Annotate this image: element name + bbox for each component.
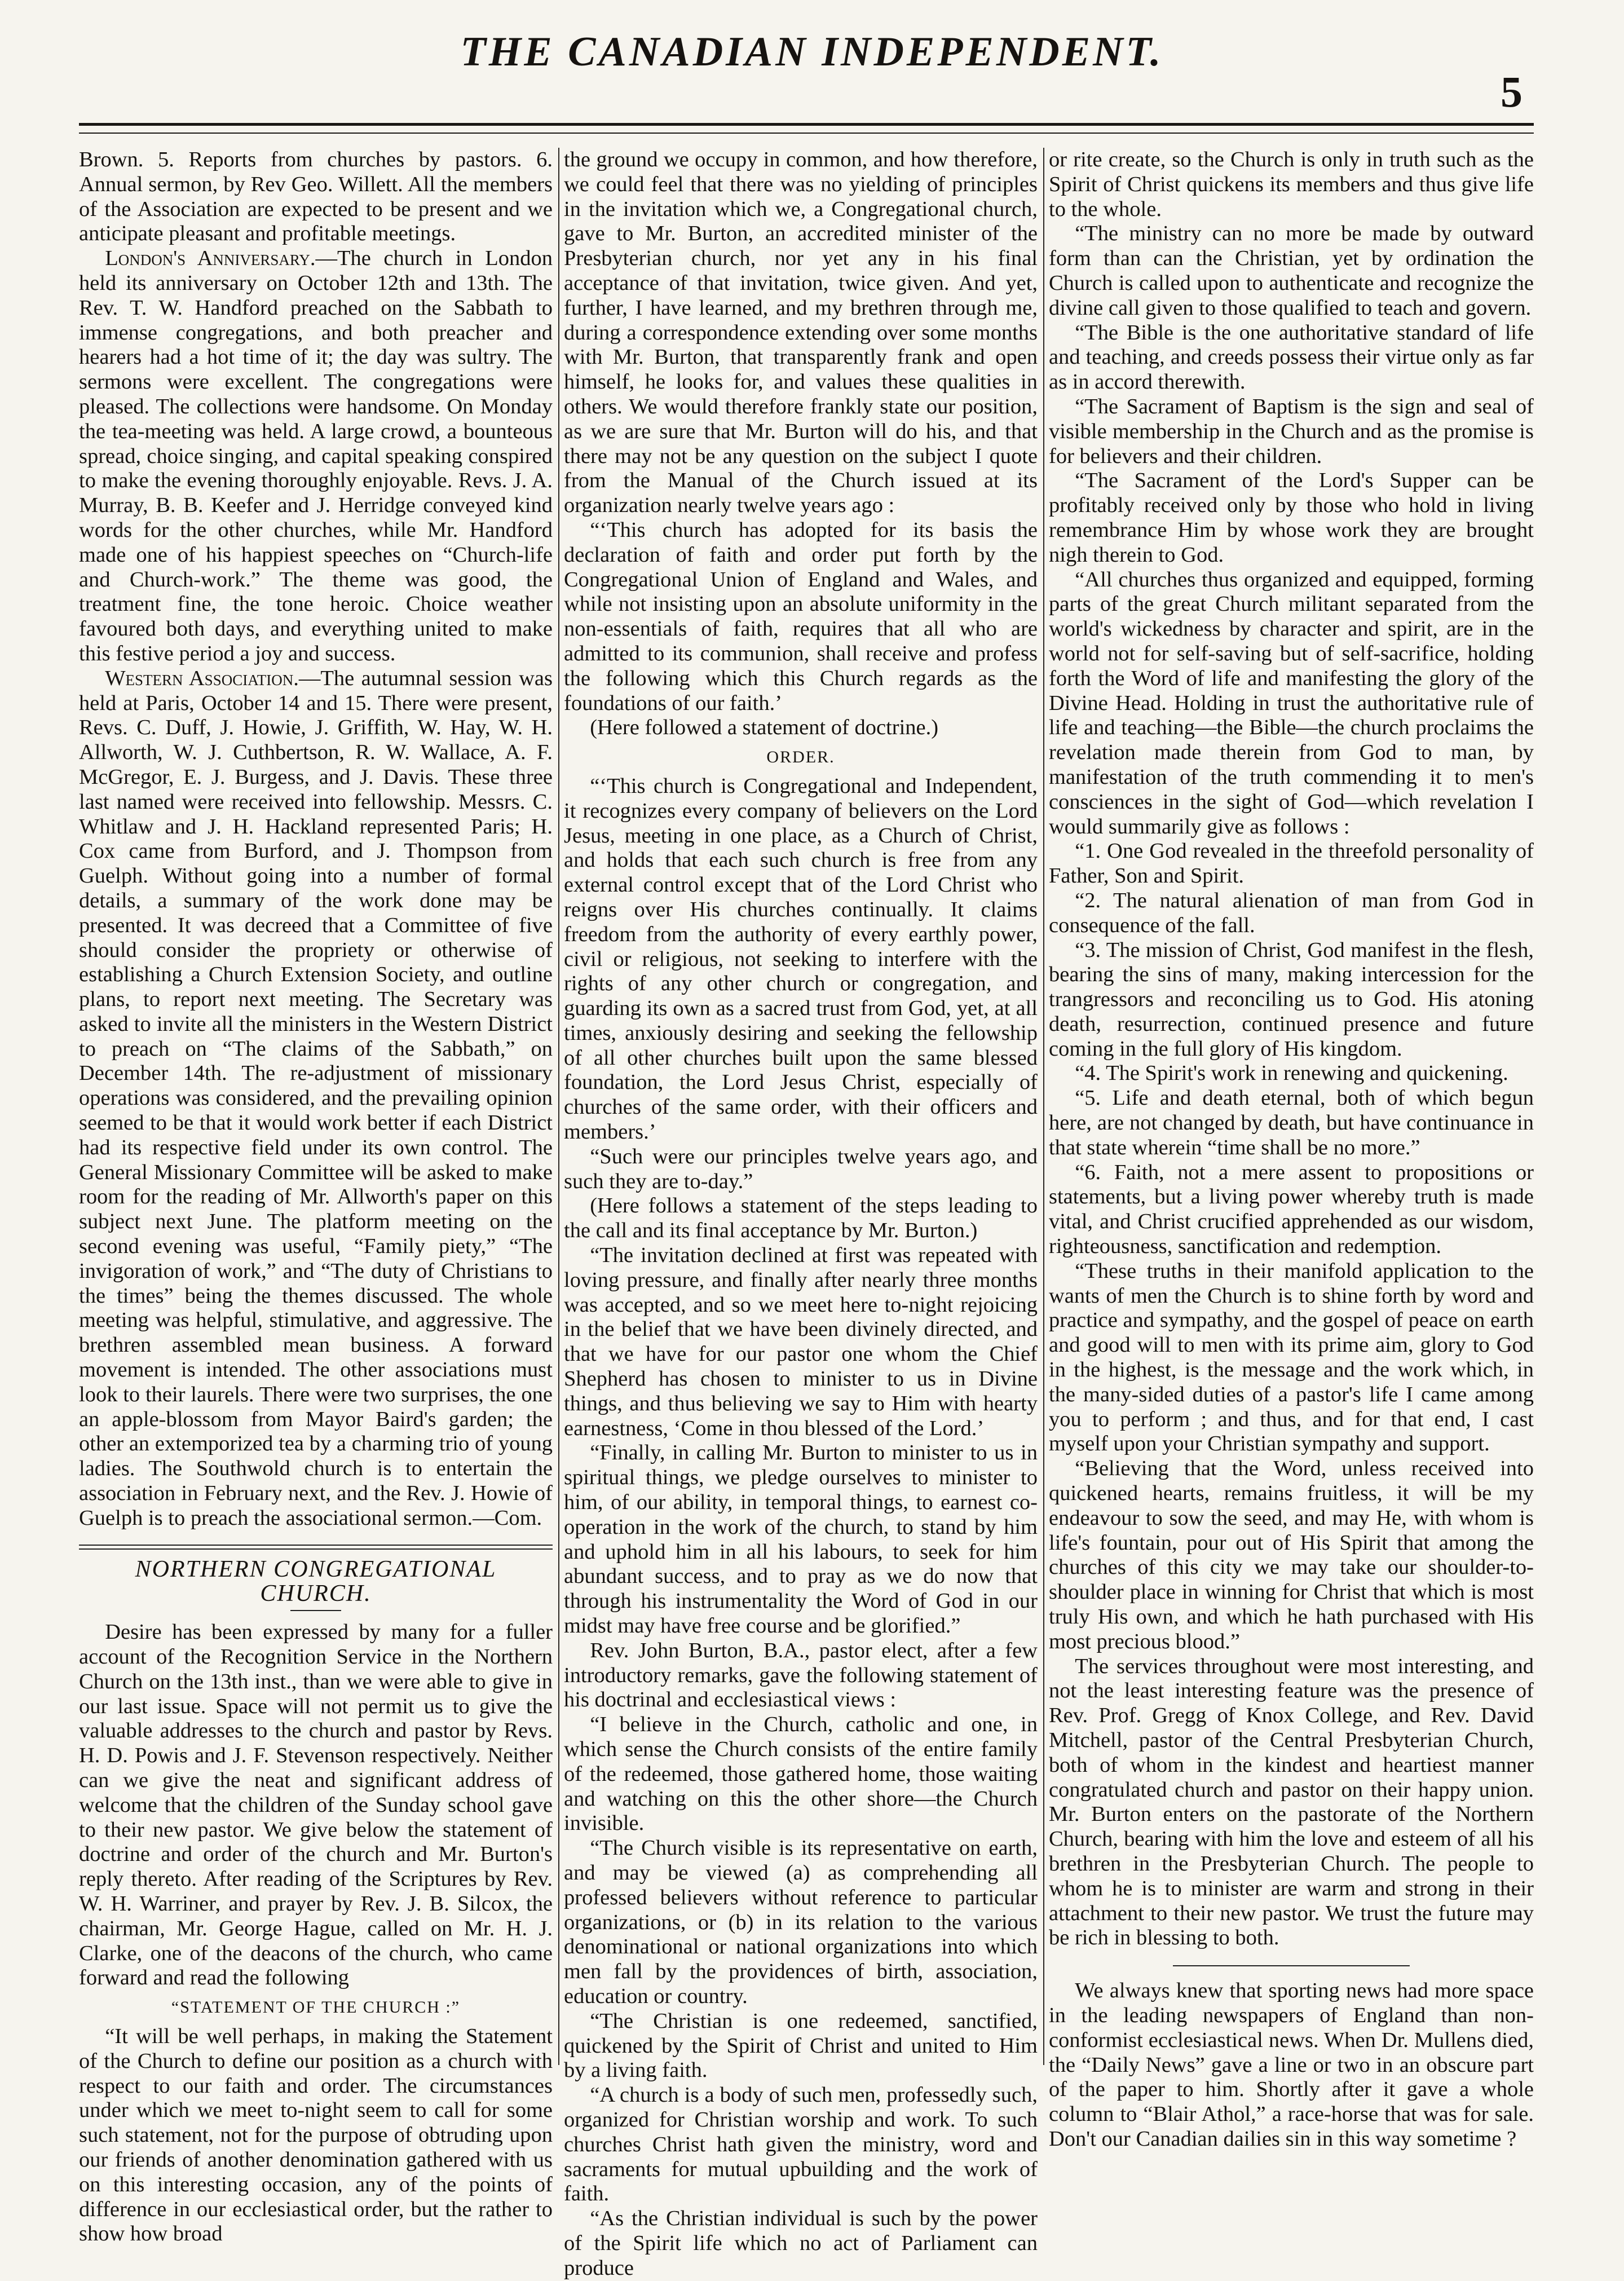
page-number: 5 — [1501, 67, 1522, 116]
masthead-title: THE CANADIAN INDEPENDENT. — [460, 29, 1164, 75]
paragraph: “6. Faith, not a mere assent to propositions or statements, but a living power whereby truth is made vital, and Christ crucified apprehended as our wisdom, righteousness, sanctification and redemption. — [1049, 1160, 1534, 1259]
subhead: Western Association. — [105, 666, 299, 690]
paragraph: Desire has been expressed by many for a fuller account of the Recognition Service in the Northern Church on the 13th inst., than we were able to give in our last issue. Space will not permit us to give the valuable addresses to the church and pastor by Revs. H. D. Powis and J. F. Stevenson respectively. Neither can we give the neat and significant address of welcome that the children of the Sunday school gave to their new pastor. We give below the statement of doctrine and order of the church and Mr. Burton's reply thereto. After reading of the Scriptures by Rev. W. H. Warriner, and prayer by Rev. J. B. Silcox, the chairman, Mr. George Hague, called on Mr. H. J. Clarke, one of the deacons of the church, who came forward and read the following — [79, 1620, 553, 1990]
paragraph: “The Church visible is its representative on earth, and may be viewed (a) as comprehending all professed believers without reference to particular organizations, or (b) in its relation to the various denominational or national organizations into which men fall by the providences of birth, association, education or country. — [564, 1836, 1038, 2008]
paragraph: Brown. 5. Reports from churches by pastors. 6. Annual sermon, by Rev Geo. Willett. All the members of the Association are expected to be present and we anticipate pleasant and profitable meetings. — [79, 148, 553, 246]
paragraph: “The ministry can no more be made by outward form than can the Christian, yet by ordination the Church is called upon to authenticate and recognize the divine call given to those qualified to teach and govern. — [1049, 222, 1534, 320]
paragraph-text: —The autumnal session was held at Paris, October 14 and 15. There were present, Revs. C. Duff, J. Howie, J. Griffith, W. Hay, W. H. Allworth, W. J. Cuthbertson, R. W. Wallace, A. F. McGregor, E. J. Burgess, and J. Davis. These three last named were received into fellowship. Messrs. C. Whitlaw and J. H. Hackland represented Paris; H. Cox came from Burford, and J. Thompson from Guelph. Without going into a number of formal details, a summary of the work done may be presented. It was decreed that a Committee of five should consider the propriety or otherwise of establishing a Church Extension Society, and outline plans, to report next meeting. The Secretary was asked to invite all the ministers in the Western District to preach on “The claims of the Sabbath,” on December 14th. The re-adjustment of missionary operations was considered, and the prevailing opinion seemed to be that it would work better if each District had its respective field under its own control. The General Missionary Committee will be asked to make room for the reading of Mr. Allworth's paper on this subject next June. The platform meeting on the second evening was useful, “Family piety,” “The invigoration of work,” and “The duty of Christians to the times” being the themes discussed. The whole meeting was helpful, stimulative, and aggressive. The brethren assembled mean business. A forward movement is intended. The other associations must look to their laurels. There were two surprises, the one an apple-blossom from Mayor Baird's garden; the other an extemporized tea by a charming trio of young ladies. The Southwold church is to entertain the association in February next, and the Rev. J. Howie of Guelph is to preach the associational sermon.—Com. — [79, 666, 553, 1530]
paragraph: (Here followed a statement of doctrine.) — [590, 716, 939, 740]
paragraph-text: —The church in London held its anniversary on October 12th and 13th. The Rev. T. W. Handford preached on the Sabbath to immense congregations, and both preacher and hearers had a hot time of it; the day was sultry. The sermons were excellent. The congregations were pleased. The collections were handsome. On Monday the tea-meeting was held. A large crowd, a bounteous spread, choice singing, and capital speaking conspired to make the evening thoroughly enjoyable. Revs. J. A. Murray, B. B. Keefer and J. Herridge conveyed kind words for the other churches, while Mr. Handford made one of his happiest speeches on “Church-life and Church-work.” The theme was good, the treatment fine, the tone heroic. Choice weather favoured both days, and everything united to make this festive period a joy and success. — [79, 246, 553, 665]
column-3 — [1049, 148, 1534, 2151]
paragraph: “These truths in their manifold application to the wants of men the Church is to shine forth by word and practice and sympathy, and the gospel of peace on earth and good will to men with its prime aim, glory to God in the highest, is the message and the work which, in the many-sided duties of a pastor's life I came among you to perform ; and thus, and for that end, I cast myself upon your Christian sympathy and support. — [1049, 1259, 1534, 1456]
paragraph: “Finally, in calling Mr. Burton to minister to us in spiritual things, we pledge ourselves to minister to him, of our ability, in temporal things, to earnest co-operation in the work of the church, to stand by him and uphold him in all his labours, to seek for him abundant success, and to pray as we do now that through his instrumentality the Word of God in our midst may have free course and be glorified.” — [564, 1441, 1038, 1638]
column-1 — [79, 148, 553, 2246]
paragraph: “I believe in the Church, catholic and one, in which sense the Church consists of the entire family of the redeemed, those gathered home, those waiting and watching on this the other shore—the Church invisible. — [564, 1713, 1038, 1836]
paragraph: “1. One God revealed in the threefold personality of Father, Son and Spirit. — [1049, 839, 1534, 888]
paragraph: “The Sacrament of Baptism is the sign and seal of visible membership in the Church and as the promise is for believers and their children. — [1049, 394, 1534, 468]
masthead-rule — [79, 123, 1534, 134]
section-title: NORTHERN CONGREGATIONAL CHURCH. — [135, 1556, 497, 1607]
paragraph: “Such were our principles twelve years ago, and such they are to-day.” — [564, 1144, 1038, 1193]
paragraph: “Believing that the Word, unless received into quickened hearts, remains fruitless, it will be my endeavour to sow the seed, and may He, with whom is life's fountain, pour out of His Spirit that among the churches of this city we may take our shoulder-to-shoulder place in winning for Christ that which is most truly His own, and which he hath purchased with His most precious blood.” — [1049, 1457, 1534, 1653]
paragraph: “All churches thus organized and equipped, forming parts of the great Church militant separated from the world's wickedness by character and spirit, are in the world not for self-saving but of self-sacrifice, holding forth the Word of life and manifesting the glory of the Divine Head. Holding in trust the authoritative rule of life and teaching—the Bible—the church proclaims the revelation made therein from God to man, by manifestation of the truth commending it to men's consciences in the sight of God—which revelation I would summarily give as follows : — [1049, 567, 1534, 839]
paragraph: “The Christian is one redeemed, sanctified, quickened by the Spirit of Christ and united to Him by a living faith. — [564, 2009, 1038, 2083]
short-rule — [290, 1610, 341, 1611]
paragraph: (Here follows a statement of the steps leading to the call and its final acceptance by Mr. Burton.) — [564, 1194, 1038, 1243]
paragraph: “2. The natural alienation of man from God in consequence of the fall. — [1049, 888, 1534, 937]
column-2 — [564, 148, 1038, 2280]
paragraph: or rite create, so the Church is only in truth such as the Spirit of Christ quickens its members and thus give life to the whole. — [1049, 148, 1534, 221]
paragraph: “5. Life and death eternal, both of which begun here, are not changed by death, but have continuance in that state wherein “time shall be no more.” — [1049, 1086, 1534, 1159]
separator-rule — [1173, 1965, 1410, 1966]
subhead: London's Anniversary. — [105, 246, 316, 271]
paragraph: Rev. John Burton, B.A., pastor elect, after a few introductory remarks, gave the following statement of his doctrinal and ecclesiastical views : — [564, 1638, 1038, 1712]
paragraph: “It will be well perhaps, in making the Statement of the Church to define our position as a church with respect to our faith and order. The circumstances under which we meet to-night seem to call for some such statement, not for the purpose of obtruding upon our friends of another denomination gathered with us on this interesting occasion, any of the points of difference in our ecclesiastical order, but the rather to show how broad — [79, 2024, 553, 2246]
column-divider — [1043, 148, 1044, 2065]
paragraph: the ground we occupy in common, and how therefore, we could feel that there was no yielding of principles in the invitation which we, a Congregational church, gave to Mr. Burton, an accredited minister of the Presbyterian church, nor yet any in his final acceptance of that invitation, twice given. And yet, further, I have learned, and my brethren through me, during a correspondence extending over some months with Mr. Burton, that transparently frank and open himself, he looks for, and values these qualities in others. We would therefore frankly state our position, as we are sure that Mr. Burton will do his, and that there may not be any question on the subject I quote from the Manual of the Church issued at its organization nearly twelve years ago : — [564, 148, 1038, 518]
statement-heading: “STATEMENT OF THE CHURCH :” — [171, 1998, 461, 2017]
section-rule — [79, 1545, 553, 1550]
paragraph: “The Bible is the one authoritative standard of life and teaching, and creeds possess their virtue only as far as in accord therewith. — [1049, 320, 1534, 394]
paragraph: “3. The mission of Christ, God manifest in the flesh, bearing the sins of many, making intercession for the trangressors and reconciling us to God. His atoning death, resurrection, continued presence and future coming in the full glory of His kingdom. — [1049, 938, 1534, 1061]
paragraph: “A church is a body of such men, professedly such, organized for Christian worship and work. To such churches Christ hath given the ministry, word and sacraments for mutual upbuilding and the work of faith. — [564, 2083, 1038, 2206]
paragraph: “‘This church is Congregational and Independent, it recognizes every company of believers on the Lord Jesus, meeting in one place, as a Church of Christ, and holds that each such church is free from any external control except that of the Lord Christ who reigns over His churches continually. It claims freedom from the authority of every earthly power, civil or religious, not seeking to interfere with the rights of any other church or congregation, and guarding its own as a sacred trust from God, yet, at all times, anxiously desiring and seeking the fellowship of all other churches built upon the same blessed foundation, the Lord Jesus Christ, especially of churches of the same order, with their officers and members.’ — [564, 774, 1038, 1144]
paragraph: The services throughout were most interesting, and not the least interesting feature was the presence of Rev. Prof. Gregg of Knox College, and Rev. David Mitchell, pastor of the Central Presbyterian Church, both of whom in the kindest and heartiest manner congratulated church and pastor on their happy union. Mr. Burton enters on the pastorate of the Northern Church, bearing with him the love and esteem of all his brethren in the Presbyterian Church. The people to whom he is to minister are warm and strong in their attachment to their new pastor. We trust the future may be rich in blessing to both. — [1049, 1654, 1534, 1950]
paragraph: “The invitation declined at first was repeated with loving pressure, and finally after nearly three months was accepted, and so we meet here to-night rejoicing in the belief that we have been divinely directed, and that we have for our pastor one whom the Chief Shepherd has chosen to minister to us in Divine things, and thus believing we say to Him with hearty earnestness, ‘Come in thou blessed of the Lord.’ — [564, 1243, 1038, 1440]
column-divider — [558, 148, 559, 2065]
paragraph: “As the Christian individual is such by the power of the Spirit life which no act of Parliament can produce — [564, 2207, 1038, 2280]
paragraph-london-anniversary — [79, 246, 553, 667]
paragraph: “4. The Spirit's work in renewing and quickening. — [1075, 1061, 1508, 1086]
paragraph-western-association — [79, 667, 553, 1531]
paragraph: We always knew that sporting news had more space in the leading newspapers of England than non-conformist ecclesiastical news. When Dr. Mullens died, the “Daily News” gave a line or two in an obscure part of the paper to him. Shortly after it gave a whole column to “Blair Athol,” a race-horse that was for sale. Don't our Canadian dailies sin in this way sometime ? — [1049, 1979, 1534, 2151]
paragraph: “The Sacrament of the Lord's Supper can be profitably received only by those who hold in living remembrance Him by whose work they are brought nigh therein to God. — [1049, 469, 1534, 567]
order-heading: ORDER. — [766, 748, 835, 767]
paragraph: “‘This church has adopted for its basis the declaration of faith and order put forth by the Congregational Union of England and Wales, and while not insisting upon an absolute uniformity in the non-essentials of faith, requires that all who are admitted to its communion, shall receive and profess the following which this Church regards as the foundations of our faith.’ — [564, 518, 1038, 715]
